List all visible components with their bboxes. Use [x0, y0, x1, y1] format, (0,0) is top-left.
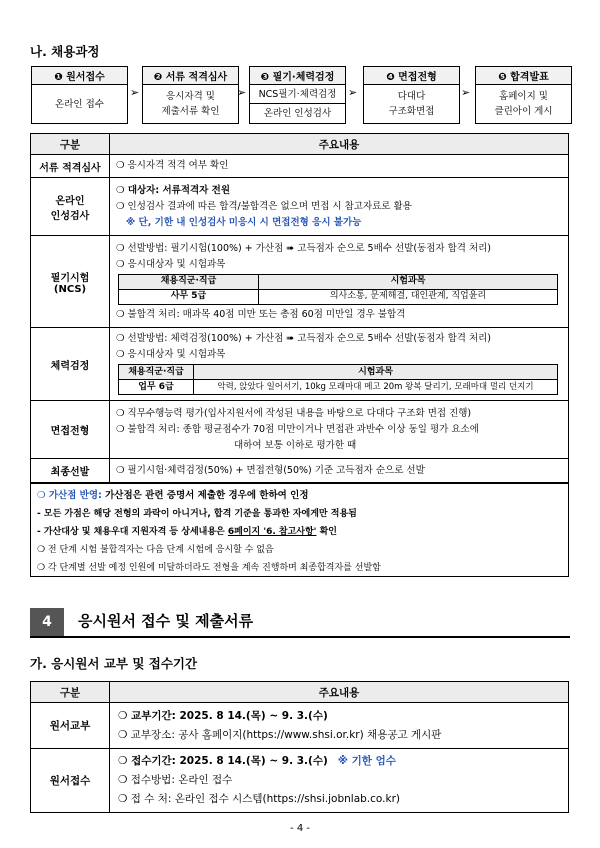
- content-line: ❍ 대상자: 서류적격자 전원: [116, 184, 231, 196]
- row-content: [110, 401, 569, 459]
- step-desc: 제출서류 확인: [161, 106, 220, 117]
- page-number: - 4 -: [290, 823, 310, 834]
- step-title: ❸ 필기·체력검정: [250, 67, 345, 85]
- row-content: [110, 178, 569, 236]
- content-text: ❍ 접수기간: 2025. 8 14.(목) ~ 9. 3.(수): [118, 755, 328, 767]
- subtable-header: 시험과목: [259, 274, 558, 289]
- note-text: - 가산대상 및 채용우대 지원자격 등 상세내용은: [37, 527, 228, 537]
- row-content: [110, 749, 569, 813]
- col-header-category: 구분: [31, 134, 110, 155]
- process-step-5: [475, 66, 572, 124]
- content-line: ❍ 교부장소: 공사 홈페이지(https://www.shsi.or.kr) 채용공고 게시판: [118, 728, 442, 741]
- note-link-text: 6페이지 '6. 참고사항': [227, 527, 317, 537]
- content-line: ❍ 교부기간: 2025. 8 14.(목) ~ 9. 3.(수): [118, 709, 328, 722]
- process-step-2: [142, 66, 239, 124]
- subtable-cell: 의사소통, 문제해결, 대인관계, 직업윤리: [259, 289, 558, 304]
- content-line: ❍ 직무수행능력 평가(입사지원서에 작성된 내용을 바탕으로 다대다 구조화 면접 진행): [116, 407, 472, 419]
- note-text: 확인: [316, 527, 337, 537]
- table-row: [31, 459, 569, 483]
- subtable-cell: 사무 5급: [119, 289, 259, 304]
- subject-subtable: [118, 364, 558, 395]
- step-desc: 온라인 접수: [55, 98, 104, 110]
- process-step-1: [31, 66, 128, 124]
- row-content: [110, 236, 569, 328]
- subtable-header: 채용직군·직급: [119, 274, 259, 289]
- table-row: [31, 703, 569, 749]
- subject-subtable: [118, 274, 558, 305]
- table-row: [31, 749, 569, 813]
- step-desc: 다대다: [397, 91, 426, 102]
- section-number-badge: 4: [30, 608, 64, 636]
- notes-box: [30, 483, 569, 577]
- row-content: [110, 703, 569, 749]
- table-row: [31, 401, 569, 459]
- row-label: 면접전형: [31, 401, 110, 459]
- arrow-icon: ➢: [461, 86, 471, 99]
- row-label-line: 인성검사: [50, 210, 90, 222]
- table-row: [31, 178, 569, 236]
- arrow-icon: ➢: [348, 86, 358, 99]
- note-line: [37, 487, 568, 505]
- content-line: ❍ 선발방법: 필기시험(100%) + 가산점 ➠ 고득점자 순으로 5배수 선발(동점자 합격 처리): [116, 242, 492, 254]
- content-line: ❍ 불합격 처리: 종합 평균점수가 70점 미만이거나 면접관 과반수 이상 동일 평가 요소에: [116, 423, 479, 435]
- step-title: ❶ 원서접수: [32, 67, 127, 85]
- content-line: ❍ 접 수 처: 온라인 접수 시스템(https://shsi.jobnlab.co.kr): [118, 793, 400, 805]
- selection-process-table: [30, 133, 569, 483]
- content-line: 대하여 보통 이하로 평가한 때: [234, 439, 357, 451]
- note-line: - 모든 가점은 해당 전형의 과락이 아니거나, 합격 기준을 통과한 자에게만 적용됨: [37, 509, 357, 519]
- col-header-category: 구분: [31, 682, 110, 703]
- row-label: 원서교부: [31, 703, 110, 749]
- content-line: ❍ 불합격 처리: 매과목 40점 미만 또는 총점 60점 미만일 경우 불합격: [116, 308, 406, 320]
- step-desc: 응시자격 및: [166, 91, 215, 102]
- section-heading-process: 나. 채용과정: [30, 44, 100, 59]
- subtable-cell: 악력, 앉았다 일어서기, 10kg 모래마대 메고 20m 왕복 달리기, 모래마대 멀리 던지기: [194, 380, 558, 395]
- arrow-icon: ➢: [237, 86, 247, 99]
- row-label: 최종선발: [31, 459, 110, 483]
- application-table: [30, 681, 569, 813]
- row-content: ❍ 필기시험·체력검정(50%) + 면접전형(50%) 기준 고득점자 순으로 선발: [110, 459, 569, 483]
- section-title: 응시원서 접수 및 제출서류: [78, 612, 254, 630]
- note-line: [37, 523, 568, 541]
- note-line: ❍ 각 단계별 선발 예정 인원에 미달하더라도 전형을 계속 진행하며 최종합격자를 선발함: [37, 563, 381, 573]
- warning-note: ※ 단, 기한 내 인성검사 미응시 시 면접전형 응시 불가능: [126, 216, 362, 228]
- step-desc: 구조화면접: [388, 106, 435, 117]
- content-line: ❍ 응시대상자 및 시험과목: [116, 258, 226, 270]
- content-line: ❍ 인성검사 결과에 따른 합격/불합격은 없으며 면접 시 참고자료로 활용: [116, 200, 412, 212]
- step-title: ❹ 면접전형: [364, 67, 459, 85]
- step-desc: 클린아이 게시: [494, 106, 553, 117]
- note-label: ❍ 가산점 반영:: [37, 490, 106, 501]
- subtable-header: 채용직군·직급: [119, 365, 194, 380]
- deadline-note: ※ 기한 엄수: [337, 755, 396, 767]
- col-header-content: 주요내용: [110, 134, 569, 155]
- step-title: ❷ 서류 적격심사: [143, 67, 238, 85]
- note-text: 가산점은 관련 증명서 제출한 경우에 한하여 인정: [105, 490, 309, 501]
- step-desc: 홈페이지 및: [499, 91, 548, 102]
- subtable-header: 시험과목: [194, 365, 558, 380]
- step-desc: 온라인 인성검사: [263, 107, 332, 119]
- row-label: 체력검정: [31, 328, 110, 401]
- arrow-icon: ➢: [130, 86, 140, 99]
- content-line: ❍ 접수방법: 온라인 접수: [118, 774, 233, 786]
- step-title: ❺ 합격발표: [476, 67, 571, 85]
- note-line: ❍ 전 단계 시험 불합격자는 다음 단계 시험에 응시할 수 없음: [37, 545, 274, 555]
- content-line: ❍ 응시대상자 및 시험과목: [116, 349, 226, 360]
- row-label: [31, 236, 110, 328]
- row-label-line: 필기시험: [50, 272, 90, 284]
- row-label: 원서접수: [31, 749, 110, 813]
- section-divider: [30, 636, 570, 638]
- content-line: ❍ 선발방법: 체력검정(100%) + 가산점 ➠ 고득점자 순으로 5배수 선발(동점자 합격 처리): [116, 333, 492, 344]
- row-content: ❍ 응시자격 적격 여부 확인: [110, 155, 569, 178]
- step-desc: NCS필기·체력검정: [250, 85, 345, 104]
- section-heading-application: 가. 응시원서 교부 및 접수기간: [30, 656, 198, 671]
- row-label-line: (NCS): [53, 283, 87, 295]
- table-row: [31, 328, 569, 401]
- row-label: [31, 178, 110, 236]
- table-row: [31, 236, 569, 328]
- table-row: [31, 155, 569, 178]
- col-header-content: 주요내용: [110, 682, 569, 703]
- row-label-line: 온라인: [55, 195, 85, 207]
- subtable-cell: 업무 6급: [119, 380, 194, 395]
- content-line: [118, 752, 560, 771]
- row-label: 서류 적격심사: [31, 155, 110, 178]
- row-content: [110, 328, 569, 401]
- process-step-4: [363, 66, 460, 124]
- process-step-3: [249, 66, 346, 124]
